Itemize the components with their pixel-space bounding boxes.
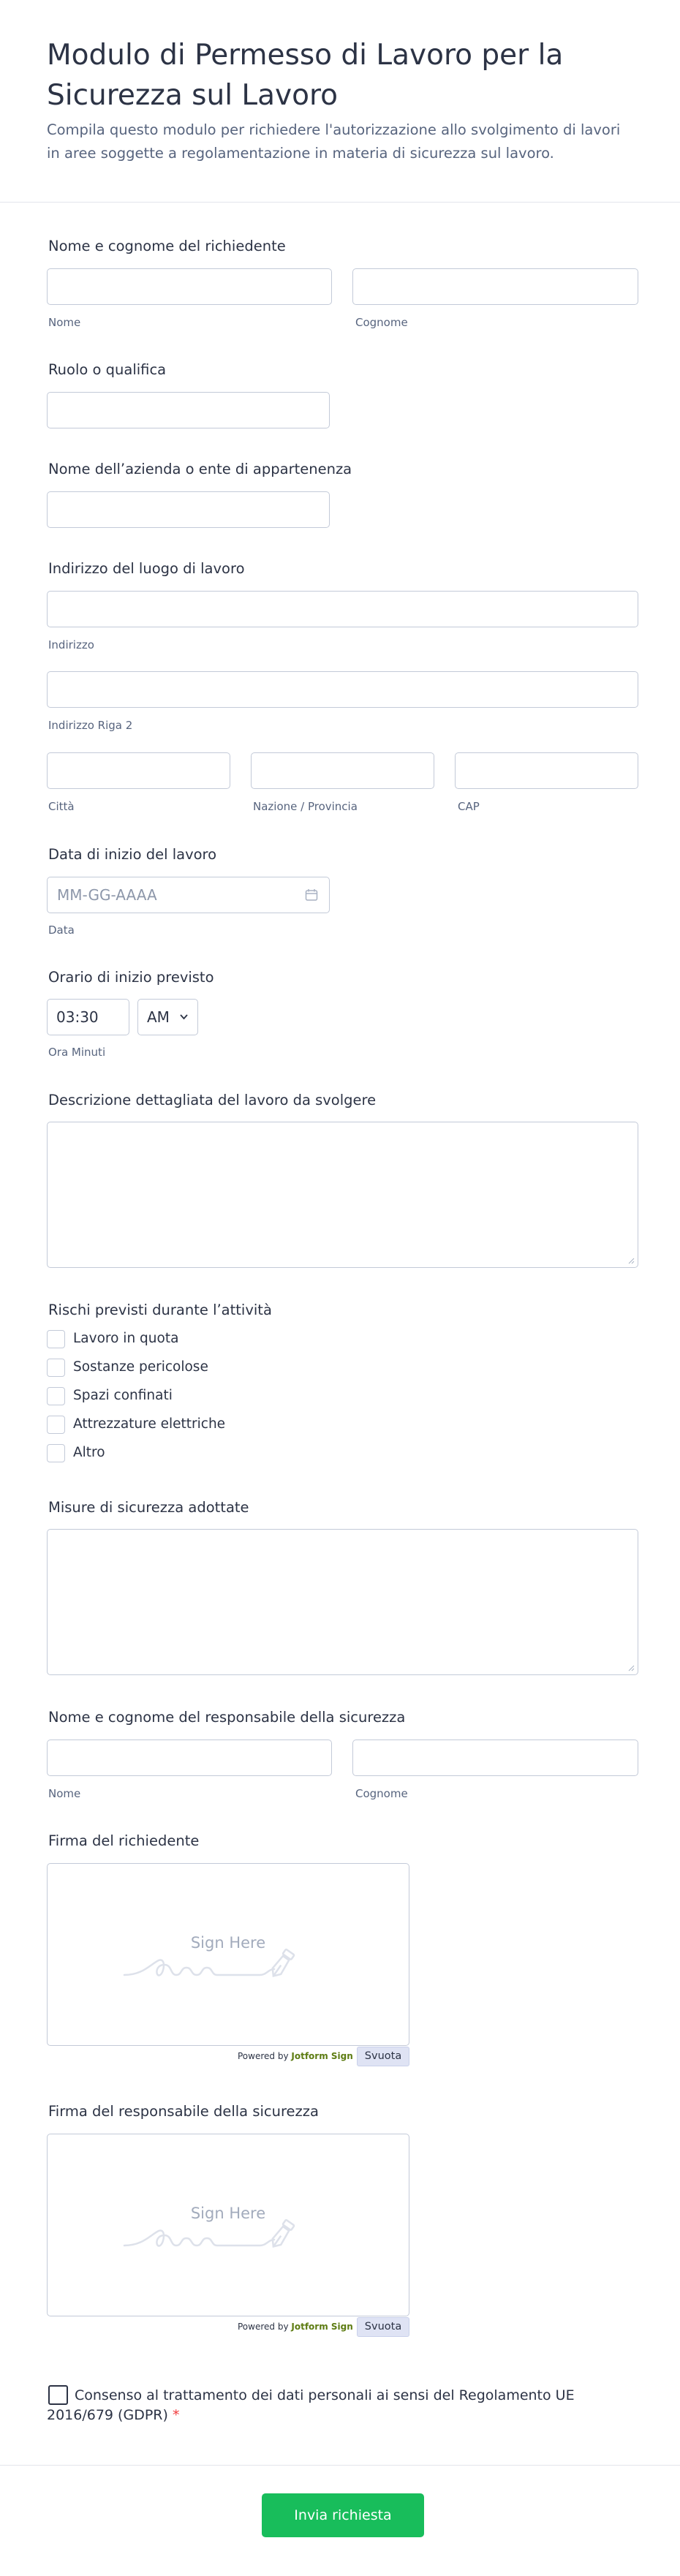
risk-checkbox-hazardous[interactable] <box>47 1359 65 1377</box>
manager-first-name-input[interactable] <box>47 1740 332 1776</box>
start-time-sublabel: Ora Minuti <box>48 1046 106 1059</box>
address-line1-input[interactable] <box>47 591 638 627</box>
risk-checkbox-electrical[interactable] <box>47 1416 65 1434</box>
risk-checkbox-confined[interactable] <box>47 1387 65 1405</box>
measures-label: Misure di sicurezza adottate <box>48 1499 249 1516</box>
manager-name-label: Nome e cognome del responsabile della sicurezza <box>48 1709 406 1726</box>
powered-by: Powered by Jotform Sign <box>238 2051 353 2061</box>
city-input[interactable] <box>47 752 230 789</box>
start-date-sublabel: Data <box>48 923 75 937</box>
risk-checkbox-other[interactable] <box>47 1444 65 1462</box>
state-input[interactable] <box>251 752 434 789</box>
role-label: Ruolo o qualifica <box>48 361 167 378</box>
measures-textarea[interactable] <box>47 1529 638 1675</box>
jotform-sign-brand: Jotform Sign <box>291 2051 353 2061</box>
address-line2-input[interactable] <box>47 671 638 708</box>
form-subtitle: Compila questo modulo per richiedere l'autorizzazione allo svolgimento di lavori in aree soggette a regolamentazione in materia di sicurezza sul lavoro. <box>47 121 621 162</box>
risk-option-label: Spazi confinati <box>73 1388 173 1403</box>
start-time-label: Orario di inizio previsto <box>48 969 214 986</box>
risk-option-label: Lavoro in quota <box>73 1331 179 1346</box>
manager-first-name-sublabel: Nome <box>48 1787 81 1800</box>
requester-signature-label: Firma del richiedente <box>48 1832 200 1849</box>
consent-label: Consenso al trattamento dei dati personali ai sensi del Regolamento UE 2016/679 (GDPR) * <box>47 2387 575 2423</box>
chevron-down-icon <box>179 1013 189 1021</box>
manager-signature-label: Firma del responsabile della sicurezza <box>48 2103 319 2120</box>
signature-scribble-icon <box>121 1943 325 1987</box>
risk-checkbox-heights[interactable] <box>47 1330 65 1348</box>
ampm-value: AM <box>147 1008 170 1026</box>
sign-here-text: Sign Here <box>190 2205 266 2222</box>
risk-option-label: Altro <box>73 1445 105 1460</box>
required-mark: * <box>172 2407 180 2423</box>
requester-last-name-input[interactable] <box>352 268 638 305</box>
jotform-sign-brand: Jotform Sign <box>291 2322 353 2332</box>
risk-option-label: Sostanze pericolose <box>73 1359 208 1375</box>
calendar-icon[interactable] <box>305 888 318 902</box>
risks-label: Rischi previsti durante l’attività <box>48 1302 272 1318</box>
submit-button[interactable]: Invia richiesta <box>262 2493 424 2537</box>
risk-option-label: Attrezzature elettriche <box>73 1416 226 1432</box>
zip-input[interactable] <box>455 752 638 789</box>
requester-first-name-sublabel: Nome <box>48 316 81 329</box>
start-time-input[interactable] <box>47 999 129 1035</box>
start-date-placeholder: MM-GG-AAAA <box>57 886 157 904</box>
manager-last-name-input[interactable] <box>352 1740 638 1776</box>
requester-last-name-sublabel: Cognome <box>355 316 408 329</box>
footer-divider <box>0 2465 680 2466</box>
start-time-value: 03:30 <box>56 1008 99 1026</box>
address-label: Indirizzo del luogo di lavoro <box>48 560 245 577</box>
description-textarea[interactable] <box>47 1122 638 1268</box>
clear-signature-button[interactable]: Svuota <box>357 2047 409 2066</box>
manager-signature-pad[interactable] <box>47 2134 409 2316</box>
company-input[interactable] <box>47 491 330 528</box>
start-date-input[interactable] <box>47 877 330 913</box>
manager-last-name-sublabel: Cognome <box>355 1787 408 1800</box>
signature-scribble-icon <box>121 2213 325 2257</box>
sign-here-text: Sign Here <box>190 1934 266 1952</box>
description-label: Descrizione dettagliata del lavoro da svolgere <box>48 1092 377 1108</box>
role-input[interactable] <box>47 392 330 428</box>
requester-name-label: Nome e cognome del richiedente <box>48 238 286 254</box>
requester-first-name-input[interactable] <box>47 268 332 305</box>
start-date-label: Data di inizio del lavoro <box>48 846 217 863</box>
resize-grip-icon[interactable] <box>627 1664 635 1672</box>
requester-signature-pad[interactable] <box>47 1863 409 2046</box>
ampm-select[interactable] <box>137 999 198 1035</box>
header-divider <box>0 202 680 203</box>
zip-sublabel: CAP <box>458 800 480 813</box>
address-line1-sublabel: Indirizzo <box>48 638 94 651</box>
address-line2-sublabel: Indirizzo Riga 2 <box>48 719 133 732</box>
city-sublabel: Città <box>48 800 75 813</box>
resize-grip-icon[interactable] <box>627 1257 635 1264</box>
clear-signature-button[interactable]: Svuota <box>357 2317 409 2337</box>
state-sublabel: Nazione / Provincia <box>253 800 358 813</box>
powered-by: Powered by Jotform Sign <box>238 2322 353 2332</box>
company-label: Nome dell’azienda o ente di appartenenza <box>48 461 352 477</box>
form-title: Modulo di Permesso di Lavoro per la Sicurezza sul Lavoro <box>47 39 564 112</box>
